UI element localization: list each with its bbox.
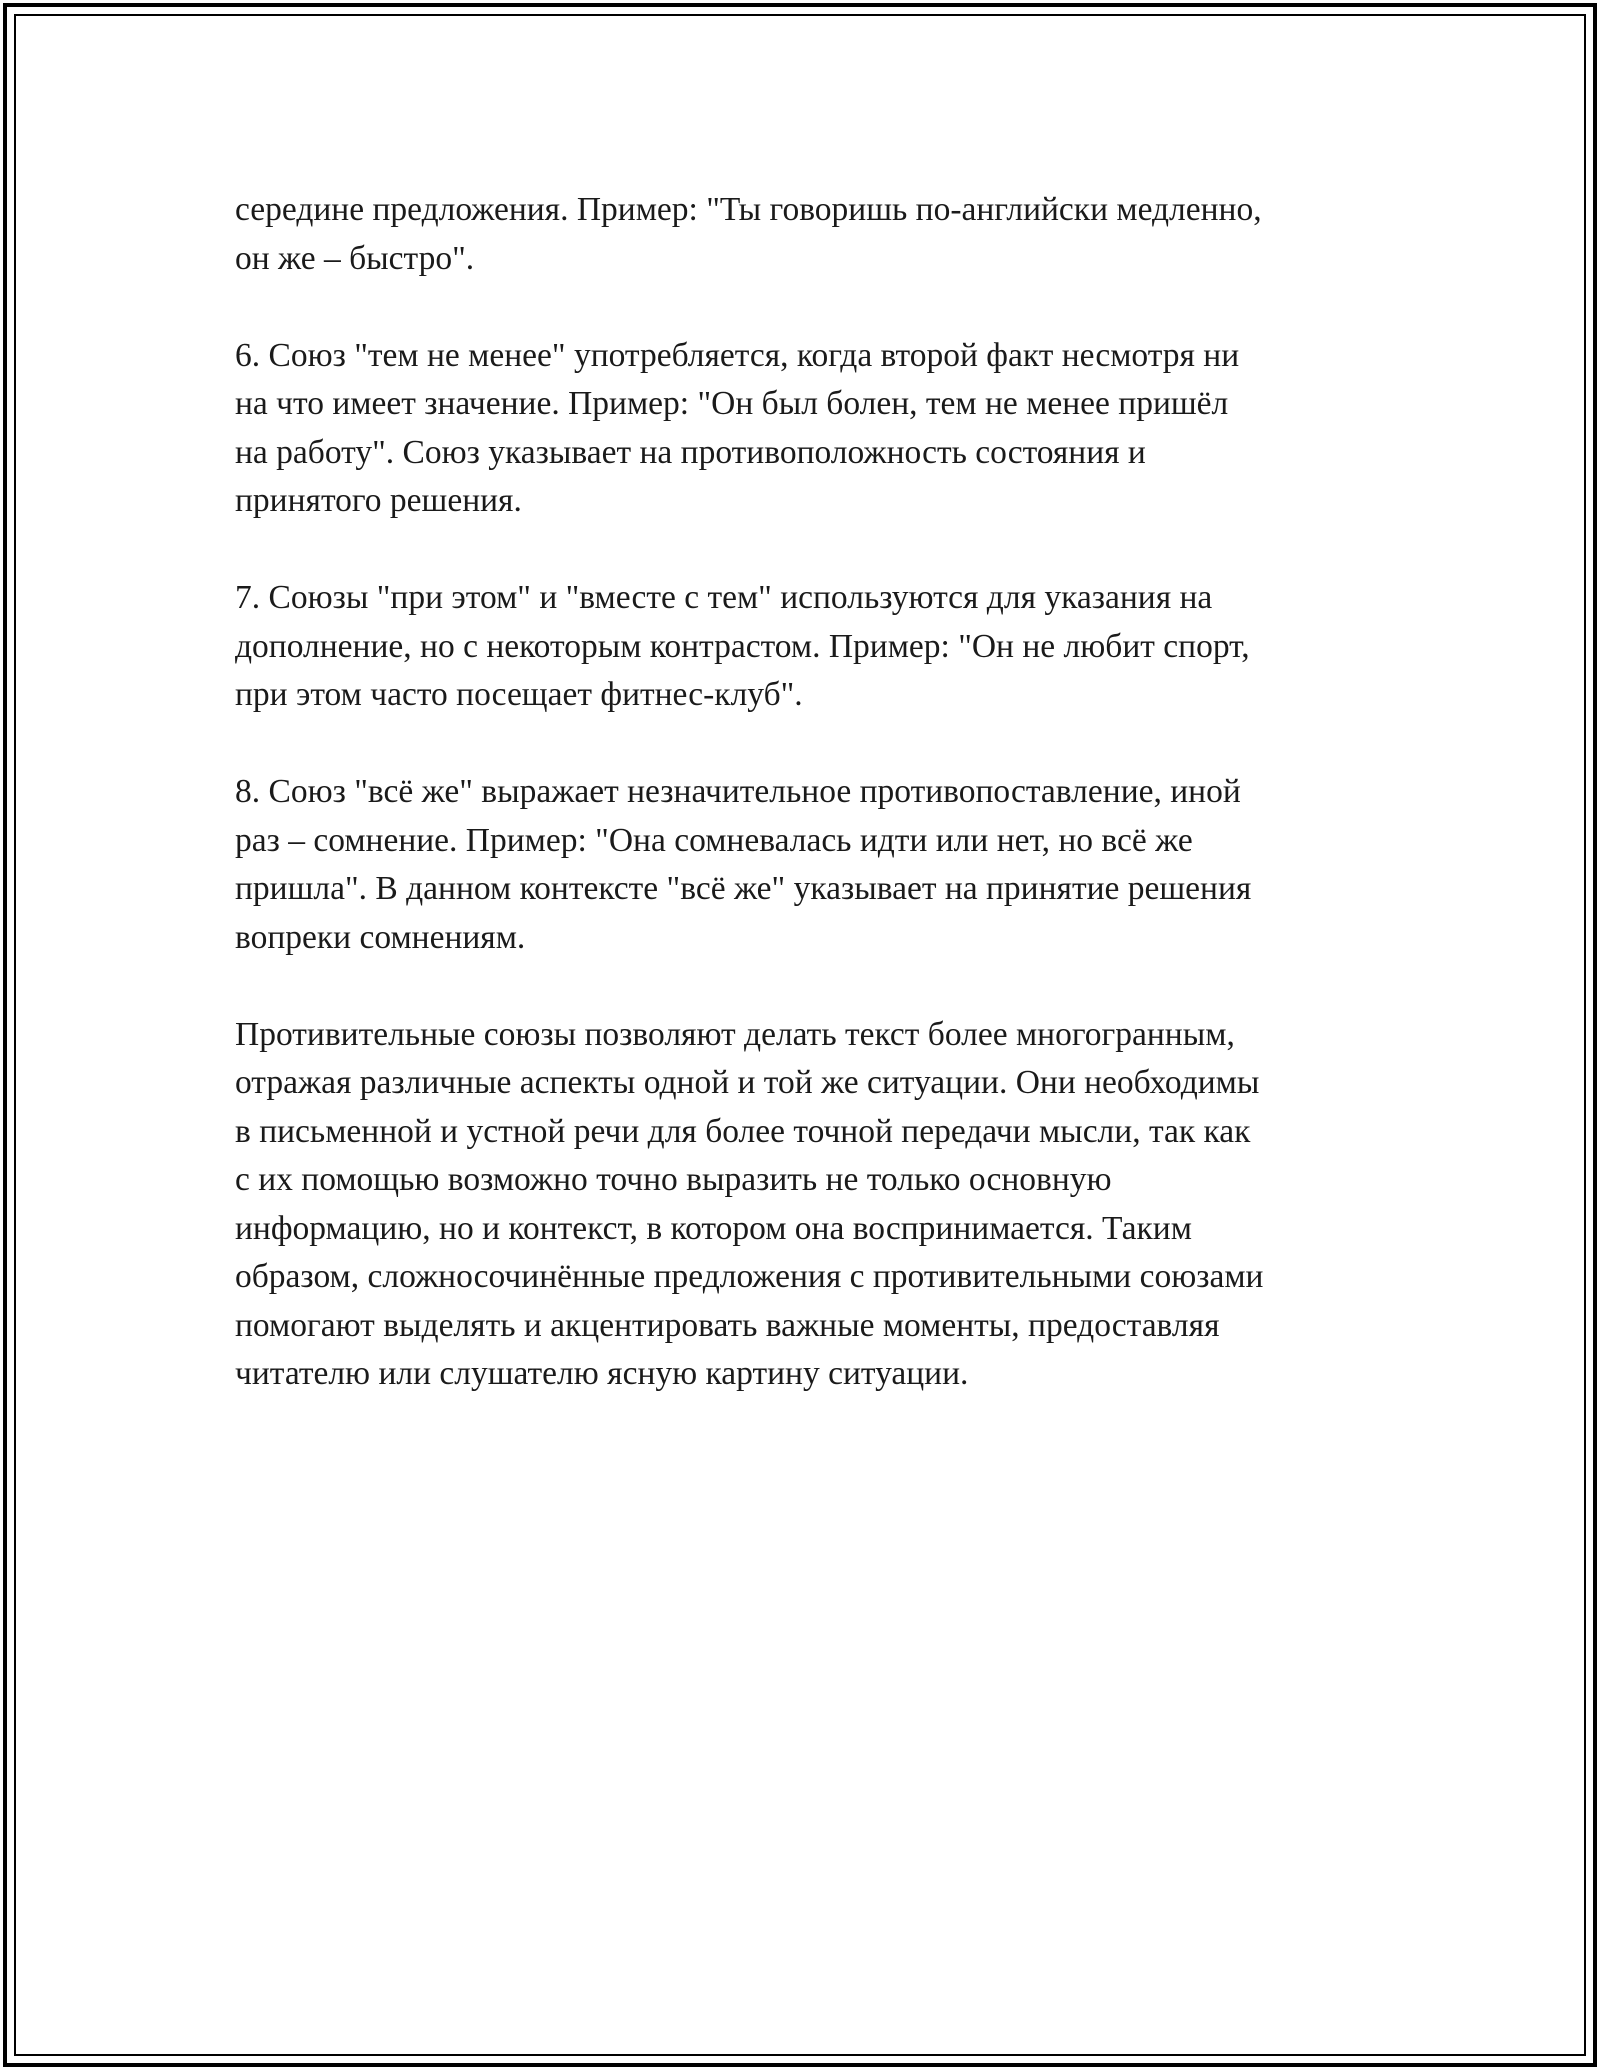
- paragraph-item-6: [235, 332, 1375, 526]
- text-line: 7. Союзы "при этом" и "вместе с тем" используются для указания на: [235, 579, 1213, 616]
- text-line: пришла". В данном контексте "всё же" указывает на принятие решения: [235, 870, 1252, 907]
- text-line: Противительные союзы позволяют делать текст более многогранным,: [235, 1015, 1235, 1053]
- text-line: дополнение, но с некоторым контрастом. Пример: "Он не любит спорт,: [235, 627, 1250, 665]
- text-line: 6. Союз "тем не менее" употребляется, когда второй факт несмотря ни: [235, 336, 1240, 374]
- text-line: с их помощью возможно точно выразить не только основную: [235, 1161, 1112, 1198]
- text-line: 8. Союз "всё же" выражает незначительное противопоставление, иной: [235, 773, 1241, 810]
- document-body: [235, 186, 1375, 1447]
- text-line: раз – сомнение. Пример: "Она сомневалась идти или нет, но всё же: [235, 821, 1193, 859]
- text-line: помогают выделять и акцентировать важные моменты, предоставляя: [235, 1306, 1220, 1344]
- paragraph-item-7: [235, 574, 1375, 720]
- paragraph-conclusion: [235, 1011, 1375, 1399]
- text-line: он же – быстро".: [235, 239, 475, 277]
- text-line: отражая различные аспекты одной и той же ситуации. Они необходимы: [235, 1064, 1260, 1101]
- text-line: в письменной и устной речи для более точной передачи мысли, так как: [235, 1112, 1251, 1150]
- paragraph-continuation: [235, 186, 1375, 283]
- text-line: информацию, но и контекст, в котором она воспринимается. Таким: [235, 1209, 1192, 1247]
- text-line: вопреки сомнениям.: [235, 918, 526, 956]
- text-line: при этом часто посещает фитнес-клуб".: [235, 676, 803, 713]
- text-line: на работу". Союз указывает на противоположность состояния и: [235, 433, 1146, 471]
- text-line: образом, сложносочинённые предложения с противительными союзами: [235, 1258, 1264, 1295]
- text-line: середине предложения. Пример: "Ты говоришь по-английски медленно,: [235, 191, 1262, 228]
- text-line: принятого решения.: [235, 482, 522, 519]
- text-line: на что имеет значение. Пример: "Он был болен, тем не менее пришёл: [235, 385, 1229, 422]
- text-line: читателю или слушателю ясную картину ситуации.: [235, 1355, 969, 1392]
- paragraph-item-8: [235, 768, 1375, 962]
